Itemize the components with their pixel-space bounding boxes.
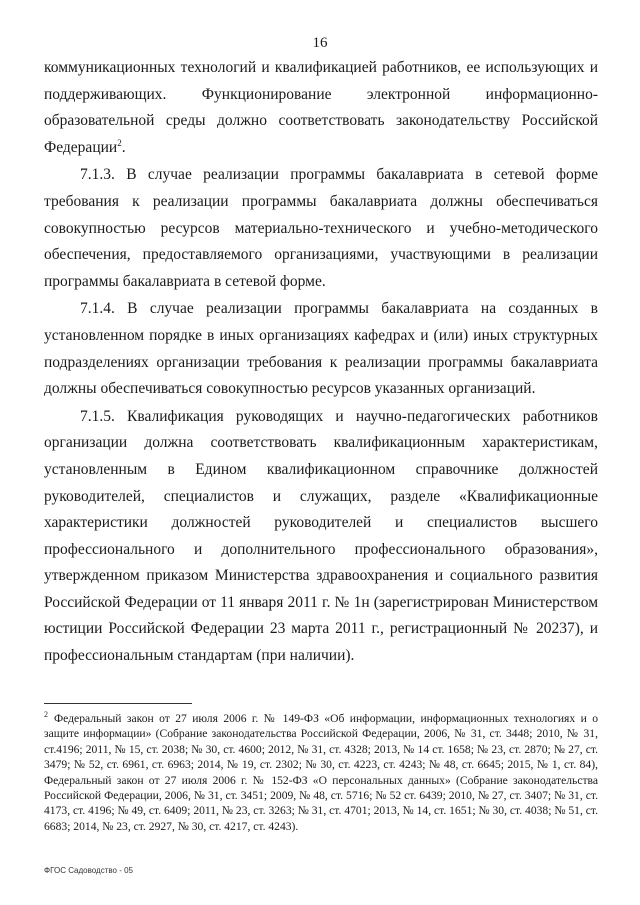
footer-label: ФГОС Садоводство - 05 <box>44 866 134 875</box>
page-number: 16 <box>312 35 328 51</box>
paragraph-continuation-tail: . <box>121 138 126 156</box>
footnote-divider <box>44 703 192 704</box>
footnote <box>44 711 598 834</box>
footnote-mark: 2 <box>44 710 48 720</box>
paragraph-7-1-5: 7.1.5. Квалификация руководящих и научно-педагогических работников организации должна соответствовать квалификационным характеристикам, установленным в Едином квалификационном справочнике должностей руководителей, специалистов и служащих, разделе «Квалификационные характеристики должностей руководителей и специалистов высшего профессионального и дополнительного профессионального образования», утвержденном приказом Министерства здравоохранения и социального развития Российской Федерации от 11 января 2011 г. № 1н (зарегистрирован Министерством юстиции Российской Федерации 23 марта 2011 г., регистрационный № 20237), и профессиональным стандартам (при наличии). <box>44 407 598 665</box>
paragraph-7-1-4: 7.1.4. В случае реализации программы бакалавриата на созданных в установленном порядке в иных организациях кафедрах и (или) иных структурных подразделениях организации требования к реализации программы бакалавриата должны обеспечиваться совокупностью ресурсов указанных организаций. <box>44 300 598 398</box>
paragraph-continuation <box>44 55 598 161</box>
footnote-text: Федеральный закон от 27 июля 2006 г. № 149-ФЗ «Об информации, информационных технологиях и о защите информации» (Собрание законодательства Российской Федерации, 2006, № 31, ст. 3448; 2010, № 31, ст.4196; 2011, № 15, ст. 2038; № 30, ст. 4600; 2012, № 31, ст. 4328; 2013, № 14 ст. 1658; № 23, ст. 2870; № 27, ст. 3479; № 52, ст. 6961, ст. 6963; 2014, № 19, ст. 2302; № 30, ст. 4223, ст. 4243; № 48, ст. 6645; 2015, № 1, ст. 84), Федеральный закон от 27 июля 2006 г. № 152-ФЗ «О персональных данных» (Собрание законодательства Российской Федерации, 2006, № 31, ст. 3451; 2009, № 48, ст. 5716; № 52 ст. 6439; 2010, № 27, ст. 3407; № 31, ст. 4173, ст. 4196; № 49, ст. 6409; 2011, № 23, ст. 3263; № 31, ст. 4701; 2013, № 14, ст. 1651; № 30, ст. 4038; № 51, ст. 6683; 2014, № 23, ст. 2927, № 30, ст. 4217, ст. 4243). <box>44 712 598 833</box>
paragraph-7-1-3: 7.1.3. В случае реализации программы бакалавриата в сетевой форме требования к реализации программы бакалавриата должны обеспечиваться совокупностью ресурсов материально-технического и учебно-методического обеспечения, предоставляемого организациями, участвующими в реализации программы бакалавриата в сетевой форме. <box>44 166 598 290</box>
main-text <box>44 55 598 670</box>
footnote-reference[interactable]: 2 <box>117 137 122 148</box>
paragraph-continuation-text: коммуникационных технологий и квалификацией работников, ее использующих и поддерживающих. Функционирование электронной информационно-образовательной среды должно соответствовать законодательству Российской Федерации <box>44 59 598 156</box>
